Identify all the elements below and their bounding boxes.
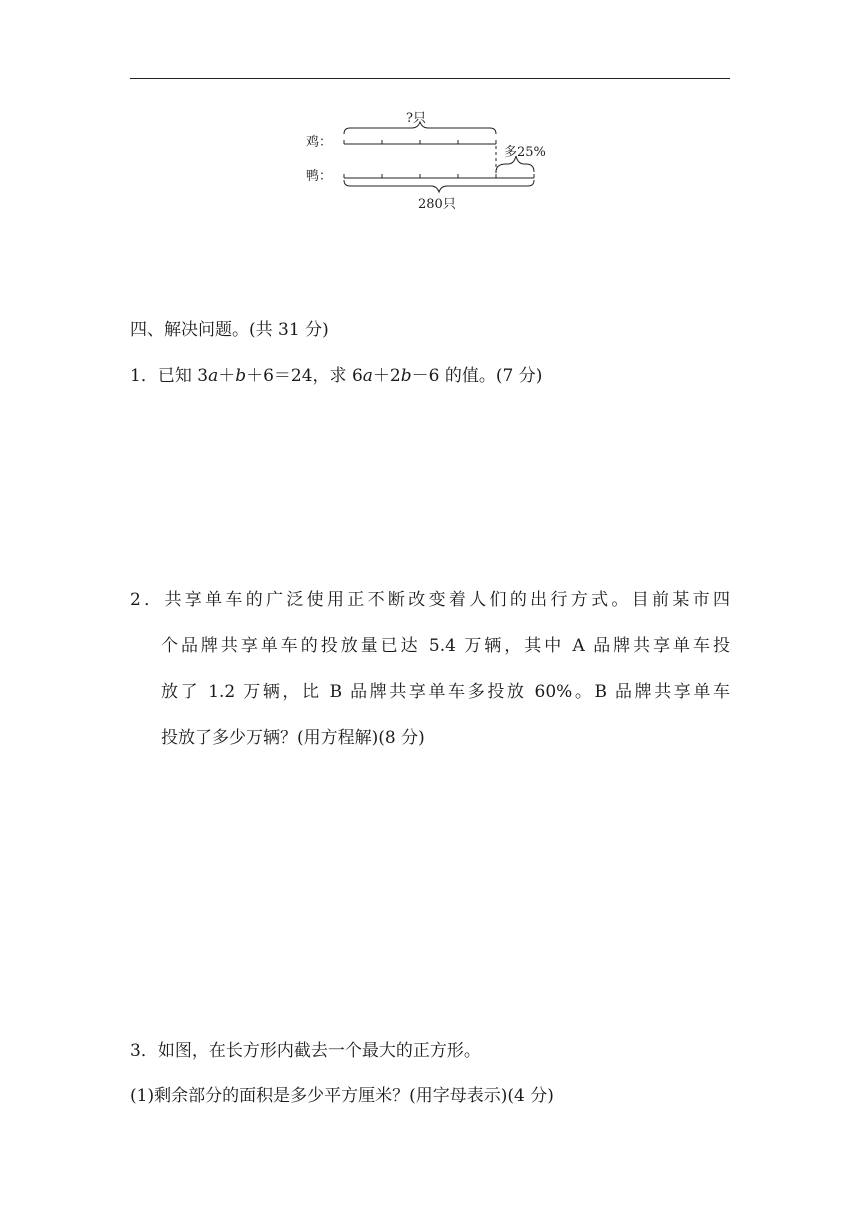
question-1-text-tail: －6 的值。(7 分) [411, 366, 543, 386]
question-1-number: 1． [130, 366, 158, 386]
more-percent-label: 多25% [504, 145, 546, 160]
bar-diagram-svg [300, 104, 570, 216]
variable-b: b [235, 366, 247, 386]
question-1-text-mid1: ＋ [218, 366, 236, 386]
total-count-label: 280只 [418, 197, 456, 212]
question-3-number: 3． [130, 1041, 158, 1061]
variable-a: a [208, 366, 219, 386]
question-2-line-1-text: 共享单车的广泛使用正不断改变着人们的出行方式。目前某市四 [164, 590, 730, 610]
question-3 [130, 1039, 481, 1063]
question-2 [130, 577, 730, 761]
question-1-text-pre: 已知 3 [157, 366, 209, 386]
top-rule [130, 78, 730, 79]
duck-label: 鸭： [306, 169, 333, 184]
question-1-text-mid3: ＋2 [372, 366, 401, 386]
section-heading: 四、解决问题。(共 31 分) [130, 320, 329, 340]
question-2-line-1 [130, 577, 730, 623]
question-3-text: 如图，在长方形内截去一个最大的正方形。 [157, 1041, 481, 1061]
chicken-label: 鸡： [306, 135, 333, 150]
question-1 [130, 364, 542, 388]
bottom-brace [344, 180, 534, 192]
unknown-count-label: ?只 [406, 111, 426, 126]
question-2-line-3: 放了 1.2 万辆，比 B 品牌共享单车多投放 60%。B 品牌共享单车 [161, 682, 730, 702]
question-2-line-2: 个品牌共享单车的投放量已达 5.4 万辆，其中 A 品牌共享单车投 [161, 636, 730, 656]
question-1-text-mid2: ＋6＝24，求 6 [246, 366, 363, 386]
variable-a: a [362, 366, 373, 386]
variable-b: b [400, 366, 412, 386]
question-2-number: 2． [130, 590, 165, 610]
question-3-sub-1: (1)剩余部分的面积是多少平方厘米？(用字母表示)(4 分) [130, 1086, 554, 1106]
bar-diagram [300, 104, 570, 216]
question-2-line-4: 投放了多少万辆？(用方程解)(8 分) [161, 728, 425, 748]
